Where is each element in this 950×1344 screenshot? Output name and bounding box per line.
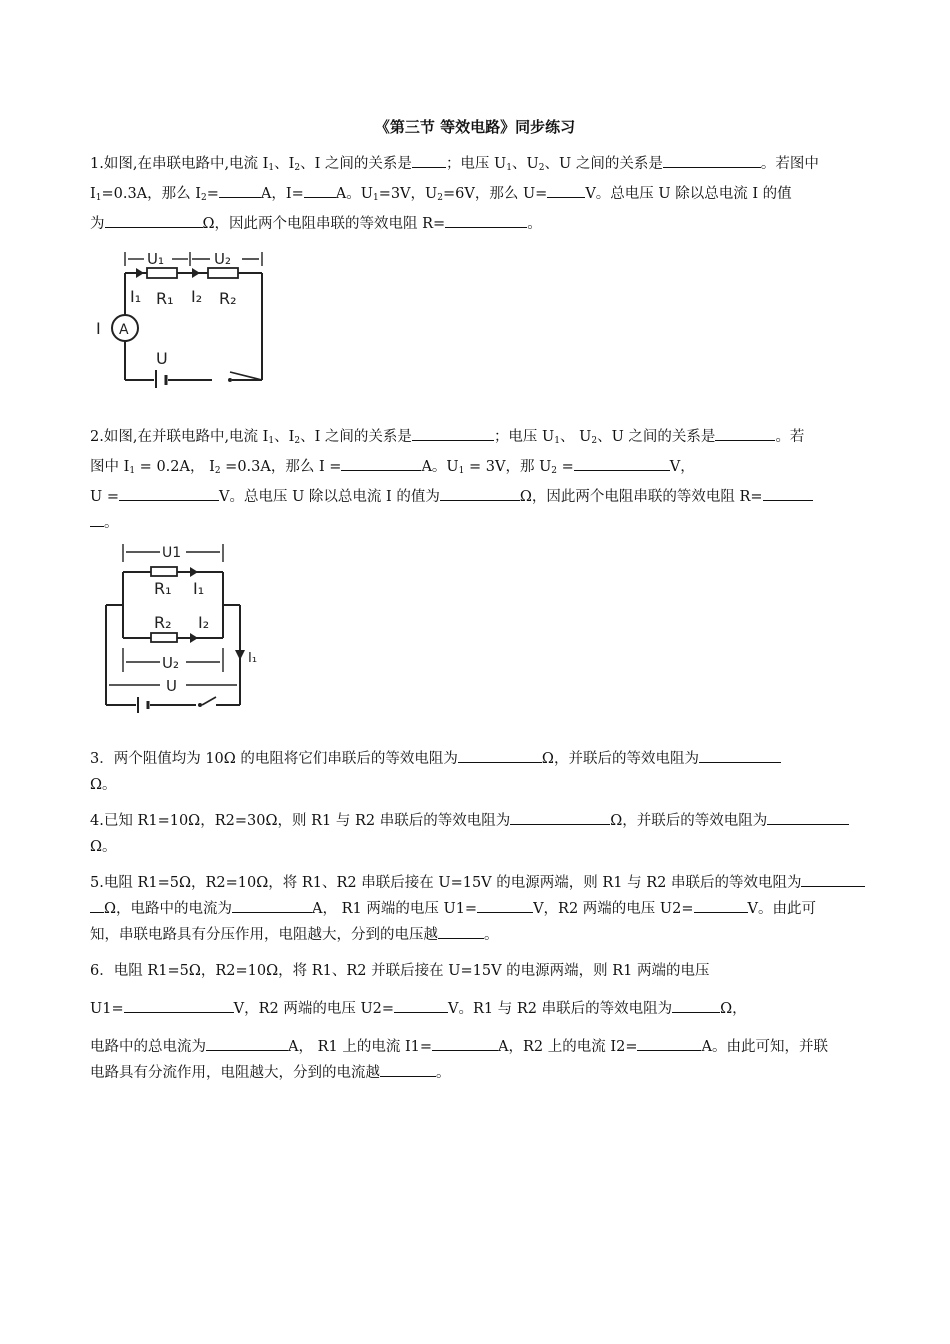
q1-text: 为 [90,216,105,232]
q1-text: =3V，U [378,186,438,202]
answer-blank[interactable] [715,426,775,441]
label-u1: U1 [162,545,182,561]
q6-text: A，R2 上的电流 I2= [498,1039,638,1055]
answer-blank[interactable] [801,872,865,887]
answer-blank[interactable] [663,153,761,168]
switch-icon [198,703,202,707]
answer-blank[interactable] [380,1062,436,1077]
current-arrow-icon [192,268,200,278]
answer-blank[interactable] [763,486,813,501]
answer-blank[interactable] [105,213,203,228]
q1-text: A。U [335,186,373,202]
resistor-r1 [147,268,177,278]
q1-text: =0.3A，那么 I [101,186,201,202]
answer-blank[interactable] [124,998,234,1013]
resistor-r2 [151,633,177,642]
q1-text: A，I= [260,186,304,202]
answer-blank[interactable] [672,998,720,1013]
question-6 [90,958,880,984]
answer-blank[interactable] [219,183,261,198]
subscript: 1 [506,163,513,173]
q1-text: 、U 之间的关系是 [544,156,663,172]
label-i1: I₁ [130,287,142,306]
answer-blank[interactable] [232,898,312,913]
subscript: 1 [554,436,561,446]
q3-text: 3．两个阻值均为 10Ω 的电阻将它们串联后的等效电阻为 [90,751,458,767]
answer-blank[interactable] [440,486,520,501]
question-6-line-2 [90,996,880,1022]
q4-text: Ω。 [90,839,117,855]
question-6-line-3 [90,1034,880,1086]
label-r2: R₂ [219,289,237,308]
label-r1: R₁ [154,579,172,598]
q2-text: 图中 I [90,459,130,475]
q5-text: A， R1 两端的电压 U1= [312,901,478,917]
answer-blank[interactable] [119,486,219,501]
current-arrow-icon [136,268,144,278]
subscript: 2 [214,466,221,476]
answer-blank[interactable] [412,426,494,441]
q5-text: Ω，电路中的电流为 [104,901,233,917]
q2-text: V， [669,459,695,475]
subscript: 2 [437,193,443,203]
q5-text: 知，串联电路具有分压作用，电阻越大，分到的电压越 [90,927,438,943]
subscript: 1 [372,193,379,203]
page-title: 《第三节 等效电路》同步练习 [374,118,576,136]
subscript: 2 [294,163,301,173]
label-u2: U₂ [214,250,231,268]
label-u: U [166,677,177,695]
subscript: 1 [129,466,136,476]
q6-text: 电路具有分流作用，电阻越大，分到的电流越 [90,1065,380,1081]
answer-blank[interactable] [477,898,533,913]
q5-text: 。 [484,927,499,943]
answer-blank[interactable] [510,810,610,825]
q1-text: =6V，那么 U= [443,186,548,202]
question-2 [90,424,880,536]
answer-blank[interactable] [412,153,446,168]
label-u1: U₁ [147,250,164,268]
series-circuit-diagram [92,240,272,388]
label-u2: U₂ [162,654,179,672]
current-arrow-icon [190,567,198,577]
current-arrow-icon [235,650,245,660]
q3-text: Ω，并联后的等效电阻为 [541,751,699,767]
answer-blank[interactable] [767,810,849,825]
switch-icon [228,378,232,382]
q2-text: 。 [104,515,119,531]
answer-blank[interactable] [458,748,542,763]
label-r1: R₁ [156,289,174,308]
q2-text: 。若 [775,429,805,445]
question-3 [90,746,880,798]
battery-icon [138,697,148,713]
q4-text: Ω，并联后的等效电阻为 [610,813,768,829]
parallel-circuit-diagram [98,540,276,720]
q2-text: = [557,459,574,475]
q5-text: V。由此可 [747,901,816,917]
q5-text: V，R2 两端的电压 U2= [533,901,694,917]
label-i-total: I₁ [248,651,258,666]
answer-blank[interactable] [206,1036,288,1051]
answer-blank[interactable] [694,898,748,913]
battery-icon [156,370,166,388]
subscript: 2 [294,436,301,446]
q6-text: A， R1 上的电流 I1= [288,1039,433,1055]
question-1 [90,151,880,237]
label-i1: I₁ [193,579,205,598]
subscript: 1 [95,193,102,203]
answer-blank[interactable] [574,456,670,471]
q2-text: =0.3A，那么 I = [220,459,342,475]
q1-text: 、I [274,156,295,172]
q2-text: ；电压 U [493,429,555,445]
q2-text: = 3V，那 U [464,459,552,475]
q1-text: 、U [512,156,539,172]
answer-blank[interactable] [90,512,104,527]
answer-blank[interactable] [699,748,781,763]
label-i2: I₂ [198,613,210,632]
question-5 [90,870,880,948]
q2-text: Ω，因此两个电阻串联的等效电阻 R= [519,489,763,505]
q6-text: 6．电阻 R1=5Ω，R2=10Ω，将 R1、R2 并联后接在 U=15V 的电源两端，则 R1 两端的电压 [90,963,710,979]
q1-text: = [206,186,219,202]
subscript: 1 [458,466,465,476]
resistor-r2 [208,268,238,278]
q2-text: 、 U [560,429,592,445]
q6-text: A。由此可知，并联 [701,1039,828,1055]
answer-blank[interactable] [304,183,336,198]
q1-text: V。总电压 U 除以总电流 I 的值 [585,186,792,202]
q4-text: 4.已知 R1=10Ω，R2=30Ω，则 R1 与 R2 串联后的等效电阻为 [90,813,511,829]
answer-blank[interactable] [445,213,527,228]
q6-text: 电路中的总电流为 [90,1039,206,1055]
q3-text: Ω。 [90,777,117,793]
q1-text: I [90,186,96,202]
q2-text: 、I 之间的关系是 [300,429,412,445]
label-i2: I₂ [191,287,203,306]
q2-text: 2.如图,在并联电路中,电流 I [90,429,269,445]
q2-text: V。总电压 U 除以总电流 I 的值为 [218,489,440,505]
subscript: 2 [551,466,558,476]
q1-text: 、I 之间的关系是 [300,156,412,172]
q6-text: V。R1 与 R2 串联后的等效电阻为 [448,1001,673,1017]
subscript: 1 [268,436,275,446]
q5-text: 5.电阻 R1=5Ω，R2=10Ω，将 R1、R2 串联后接在 U=15V 的电源两端，则 R1 与 R2 串联后的等效电阻为 [90,875,802,891]
q2-text: 、I [274,429,295,445]
subscript: 2 [591,436,598,446]
current-arrow-icon [190,633,198,643]
answer-blank[interactable] [547,183,585,198]
q1-text: 1.如图,在串联电路中,电流 I [90,156,269,172]
resistor-r1 [151,567,177,576]
label-r2: R₂ [154,613,172,632]
answer-blank[interactable] [90,898,104,913]
answer-blank[interactable] [637,1036,701,1051]
q2-text: A。U [421,459,459,475]
q6-text: 。 [436,1065,451,1081]
q1-text: ；电压 U [445,156,507,172]
label-i: I [96,319,101,338]
q6-text: Ω， [720,1001,747,1017]
answer-blank[interactable] [432,1036,498,1051]
q2-text: 、U 之间的关系是 [597,429,716,445]
answer-blank[interactable] [394,998,448,1013]
label-u: U [156,349,168,368]
q6-text: U1= [90,1001,124,1017]
subscript: 2 [201,193,207,203]
answer-blank[interactable] [341,456,421,471]
q1-text: 。 [527,216,542,232]
subscript: 1 [268,163,275,173]
q1-text: 。若图中 [760,156,819,172]
q1-text: Ω，因此两个电阻串联的等效电阻 R= [202,216,446,232]
q2-text: U = [90,489,119,505]
label-ammeter: A [119,322,129,338]
question-4 [90,808,880,860]
q6-text: V，R2 两端的电压 U2= [233,1001,395,1017]
subscript: 2 [538,163,545,173]
answer-blank[interactable] [438,924,484,939]
q2-text: = 0.2A， I [135,459,215,475]
